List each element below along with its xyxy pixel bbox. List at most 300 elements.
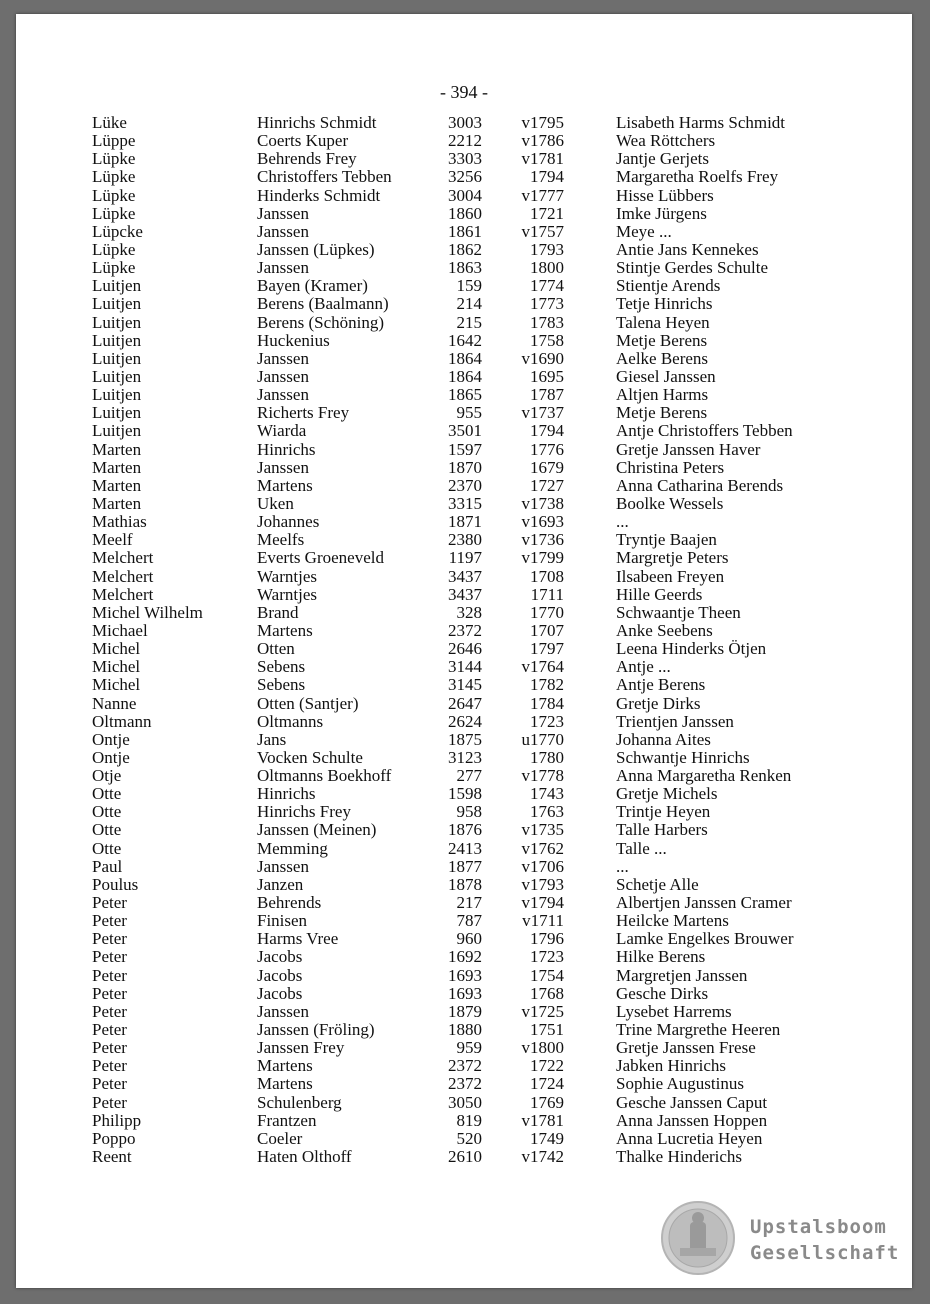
family-name: Janssen — [257, 348, 309, 368]
year: 1763 — [530, 802, 564, 822]
year: v1794 — [521, 893, 564, 913]
given-name: Marten — [92, 475, 142, 495]
family-name: Haten Olthoff — [257, 1147, 352, 1167]
list-item — [16, 840, 912, 858]
year: 1784 — [530, 693, 564, 713]
given-name: Marten — [92, 439, 142, 459]
given-name: Reent — [92, 1147, 132, 1167]
list-item — [16, 1021, 912, 1039]
list-item — [16, 948, 912, 966]
family-name: Janssen — [257, 258, 309, 278]
family-name: Janzen — [257, 874, 304, 894]
record-number: 1597 — [448, 439, 482, 459]
society-logo — [660, 1200, 900, 1278]
spouse-name: Antje ... — [616, 657, 671, 677]
given-name: Peter — [92, 929, 127, 949]
record-number: 1864 — [448, 366, 482, 386]
record-number: 1693 — [448, 965, 482, 985]
list-item — [16, 205, 912, 223]
given-name: Michel Wilhelm — [92, 602, 203, 622]
list-item — [16, 858, 912, 876]
record-number: 1875 — [448, 729, 482, 749]
given-name: Nanne — [92, 693, 137, 713]
given-name: Lüpke — [92, 239, 136, 259]
given-name: Otje — [92, 766, 122, 786]
year: 1722 — [530, 1056, 564, 1076]
family-name: Janssen — [257, 221, 309, 241]
family-name: Christoffers Tebben — [257, 167, 392, 187]
list-item — [16, 513, 912, 531]
list-item — [16, 658, 912, 676]
record-number: 1860 — [448, 203, 482, 223]
spouse-name: Gesche Janssen Caput — [616, 1092, 768, 1112]
family-name: Oltmanns — [257, 711, 324, 731]
record-number: 819 — [456, 1110, 482, 1130]
record-number: 1876 — [448, 820, 482, 840]
given-name: Peter — [92, 1074, 127, 1094]
family-name: Jans — [257, 729, 287, 749]
year: 1679 — [530, 457, 564, 477]
family-name: Coeler — [257, 1128, 303, 1148]
year: 1773 — [530, 294, 564, 314]
family-name: Martens — [257, 1074, 313, 1094]
list-item — [16, 912, 912, 930]
logo-text-line2: Gesellschaft — [750, 1242, 900, 1264]
record-number: 2647 — [448, 693, 482, 713]
given-name: Lüke — [92, 113, 127, 132]
record-number: 1880 — [448, 1020, 482, 1040]
record-number: 215 — [456, 312, 482, 332]
record-number: 3256 — [448, 167, 482, 187]
family-name: Martens — [257, 1056, 313, 1076]
year: v1781 — [521, 1110, 564, 1130]
year: 1776 — [530, 439, 564, 459]
list-item — [16, 1112, 912, 1130]
family-name: Oltmanns Boekhoff — [257, 766, 392, 786]
spouse-name: Schwaantje Theen — [616, 602, 741, 622]
record-number: 3303 — [448, 149, 482, 169]
year: 1793 — [530, 239, 564, 259]
spouse-name: Altjen Harms — [616, 385, 709, 405]
year: v1735 — [521, 820, 564, 840]
list-item — [16, 277, 912, 295]
spouse-name: Thalke Hinderichs — [616, 1147, 743, 1167]
family-name: Martens — [257, 475, 313, 495]
list-item — [16, 586, 912, 604]
year: 1794 — [530, 421, 564, 441]
spouse-name: Ilsabeen Freyen — [616, 566, 725, 586]
family-name: Hinderks Schmidt — [257, 185, 381, 205]
family-name: Janssen — [257, 366, 309, 386]
spouse-name: Anna Lucretia Heyen — [616, 1128, 763, 1148]
given-name: Oltmann — [92, 711, 152, 731]
list-item — [16, 749, 912, 767]
family-name: Richerts Frey — [257, 403, 350, 423]
record-number: 1878 — [448, 874, 482, 894]
record-number: 2370 — [448, 475, 482, 495]
family-name: Harms Vree — [257, 929, 339, 949]
spouse-name: Metje Berens — [616, 330, 708, 350]
given-name: Lüppe — [92, 131, 136, 151]
given-name: Mathias — [92, 512, 147, 532]
year: 1770 — [530, 602, 564, 622]
list-item — [16, 459, 912, 477]
record-number: 960 — [456, 929, 482, 949]
year: v1738 — [521, 493, 564, 513]
spouse-name: Trientjen Janssen — [616, 711, 734, 731]
record-number: 3501 — [448, 421, 482, 441]
spouse-name: Boolke Wessels — [616, 493, 724, 513]
year: v1736 — [521, 530, 564, 550]
document-page — [16, 14, 912, 1288]
record-number: 1864 — [448, 348, 482, 368]
spouse-name: Gretje Michels — [616, 784, 718, 804]
given-name: Melchert — [92, 548, 154, 568]
spouse-name: Lysebet Harrems — [616, 1001, 732, 1021]
family-name: Janssen (Lüpkes) — [257, 239, 375, 259]
year: v1795 — [521, 113, 564, 132]
list-item — [16, 314, 912, 332]
record-number: 2372 — [448, 1074, 482, 1094]
record-number: 3003 — [448, 113, 482, 132]
year: 1797 — [530, 639, 564, 659]
record-number: 1865 — [448, 385, 482, 405]
given-name: Lüpcke — [92, 221, 143, 241]
list-item — [16, 1003, 912, 1021]
spouse-name: Margretje Peters — [616, 548, 729, 568]
year: 1727 — [530, 475, 564, 495]
year: 1754 — [530, 965, 564, 985]
record-number: 3144 — [448, 657, 482, 677]
given-name: Michel — [92, 675, 141, 695]
given-name: Luitjen — [92, 403, 142, 423]
record-number: 2413 — [448, 838, 482, 858]
list-item — [16, 368, 912, 386]
family-name: Warntjes — [257, 584, 317, 604]
family-name: Sebens — [257, 675, 306, 695]
given-name: Luitjen — [92, 276, 142, 296]
spouse-name: Trintje Heyen — [616, 802, 711, 822]
year: v1777 — [521, 185, 564, 205]
list-item — [16, 767, 912, 785]
spouse-name: Jantje Gerjets — [616, 149, 709, 169]
year: v1725 — [521, 1001, 564, 1021]
record-number: 1642 — [448, 330, 482, 350]
genealogy-list — [16, 114, 912, 1166]
spouse-name: Tryntje Baajen — [616, 530, 717, 550]
record-number: 787 — [456, 911, 482, 931]
given-name: Michel — [92, 657, 141, 677]
spouse-name: Trine Margrethe Heeren — [616, 1020, 781, 1040]
family-name: Warntjes — [257, 566, 317, 586]
list-item — [16, 894, 912, 912]
family-name: Johannes — [257, 512, 320, 532]
family-name: Memming — [257, 838, 328, 858]
family-name: Wiarda — [257, 421, 307, 441]
family-name: Brand — [257, 602, 299, 622]
family-name: Huckenius — [257, 330, 330, 350]
family-name: Janssen — [257, 457, 309, 477]
given-name: Peter — [92, 1056, 127, 1076]
spouse-name: Margretjen Janssen — [616, 965, 748, 985]
given-name: Philipp — [92, 1110, 142, 1130]
given-name: Luitjen — [92, 294, 142, 314]
year: v1778 — [521, 766, 564, 786]
given-name: Peter — [92, 1001, 127, 1021]
list-item — [16, 422, 912, 440]
list-item — [16, 350, 912, 368]
year: v1706 — [521, 856, 564, 876]
spouse-name: Stintje Gerdes Schulte — [616, 258, 769, 278]
year: 1800 — [530, 258, 564, 278]
spouse-name: Aelke Berens — [616, 348, 709, 368]
spouse-name: Talena Heyen — [616, 312, 710, 332]
year: v1737 — [521, 403, 564, 423]
spouse-name: Stientje Arends — [616, 276, 721, 296]
family-name: Finisen — [257, 911, 308, 931]
list-item — [16, 622, 912, 640]
year: v1781 — [521, 149, 564, 169]
given-name: Otte — [92, 820, 122, 840]
given-name: Otte — [92, 802, 122, 822]
spouse-name: Jabken Hinrichs — [616, 1056, 727, 1076]
spouse-name: Johanna Aites — [616, 729, 711, 749]
given-name: Luitjen — [92, 348, 142, 368]
spouse-name: Margaretha Roelfs Frey — [616, 167, 779, 187]
record-number: 277 — [456, 766, 482, 786]
year: 1723 — [530, 711, 564, 731]
family-name: Janssen — [257, 856, 309, 876]
record-number: 955 — [456, 403, 482, 423]
given-name: Otte — [92, 784, 122, 804]
list-item — [16, 1057, 912, 1075]
spouse-name: Anna Catharina Berends — [616, 475, 784, 495]
spouse-name: Antje Berens — [616, 675, 706, 695]
family-name: Behrends Frey — [257, 149, 357, 169]
spouse-name: Lisabeth Harms Schmidt — [616, 113, 786, 132]
given-name: Poulus — [92, 874, 139, 894]
year: u1770 — [521, 729, 564, 749]
record-number: 3437 — [448, 566, 482, 586]
family-name: Jacobs — [257, 965, 303, 985]
year: 1743 — [530, 784, 564, 804]
given-name: Poppo — [92, 1128, 136, 1148]
family-name: Hinrichs — [257, 439, 316, 459]
list-item — [16, 695, 912, 713]
spouse-name: Antie Jans Kennekes — [616, 239, 759, 259]
year: 1695 — [530, 366, 564, 386]
record-number: 3050 — [448, 1092, 482, 1112]
spouse-name: Gesche Dirks — [616, 983, 709, 1003]
family-name: Hinrichs — [257, 784, 316, 804]
given-name: Peter — [92, 947, 127, 967]
list-item — [16, 604, 912, 622]
family-name: Janssen — [257, 203, 309, 223]
year: 1794 — [530, 167, 564, 187]
seal-icon — [660, 1200, 736, 1276]
year: v1693 — [521, 512, 564, 532]
record-number: 2212 — [448, 131, 482, 151]
year: v1762 — [521, 838, 564, 858]
record-number: 2380 — [448, 530, 482, 550]
spouse-name: Leena Hinderks Ötjen — [616, 639, 767, 659]
list-item — [16, 404, 912, 422]
record-number: 3004 — [448, 185, 482, 205]
list-item — [16, 441, 912, 459]
list-item — [16, 223, 912, 241]
given-name: Peter — [92, 911, 127, 931]
year: 1711 — [530, 584, 564, 604]
spouse-name: Gretje Janssen Haver — [616, 439, 761, 459]
given-name: Luitjen — [92, 421, 142, 441]
record-number: 3437 — [448, 584, 482, 604]
year: v1757 — [521, 221, 564, 241]
list-item — [16, 985, 912, 1003]
list-item — [16, 967, 912, 985]
family-name: Janssen (Fröling) — [257, 1020, 375, 1040]
year: 1768 — [530, 983, 564, 1003]
record-number: 1870 — [448, 457, 482, 477]
list-item — [16, 295, 912, 313]
list-item — [16, 876, 912, 894]
given-name: Luitjen — [92, 366, 142, 386]
list-item — [16, 241, 912, 259]
record-number: 959 — [456, 1038, 482, 1058]
year: 1796 — [530, 929, 564, 949]
record-number: 1871 — [448, 512, 482, 532]
given-name: Melchert — [92, 584, 154, 604]
record-number: 1862 — [448, 239, 482, 259]
record-number: 217 — [456, 893, 482, 913]
family-name: Janssen Frey — [257, 1038, 345, 1058]
list-item — [16, 568, 912, 586]
record-number: 159 — [456, 276, 482, 296]
given-name: Lüpke — [92, 185, 136, 205]
family-name: Janssen — [257, 1001, 309, 1021]
record-number: 3145 — [448, 675, 482, 695]
record-number: 214 — [456, 294, 482, 314]
given-name: Melchert — [92, 566, 154, 586]
year: 1783 — [530, 312, 564, 332]
list-item — [16, 531, 912, 549]
record-number: 3123 — [448, 747, 482, 767]
given-name: Lüpke — [92, 167, 136, 187]
year: 1721 — [530, 203, 564, 223]
family-name: Bayen (Kramer) — [257, 276, 368, 296]
list-item — [16, 821, 912, 839]
list-item — [16, 731, 912, 749]
spouse-name: Albertjen Janssen Cramer — [616, 893, 792, 913]
record-number: 1879 — [448, 1001, 482, 1021]
record-number: 2624 — [448, 711, 482, 731]
year: v1764 — [521, 657, 564, 677]
list-item — [16, 803, 912, 821]
record-number: 2610 — [448, 1147, 482, 1167]
given-name: Peter — [92, 1020, 127, 1040]
given-name: Peter — [92, 983, 127, 1003]
spouse-name: Gretje Janssen Frese — [616, 1038, 756, 1058]
given-name: Otte — [92, 838, 122, 858]
spouse-name: Meye ... — [616, 221, 672, 241]
record-number: 1693 — [448, 983, 482, 1003]
list-item — [16, 332, 912, 350]
given-name: Marten — [92, 457, 142, 477]
record-number: 1197 — [448, 548, 482, 568]
year: 1707 — [530, 620, 564, 640]
year: 1787 — [530, 385, 564, 405]
year: v1742 — [521, 1147, 564, 1167]
family-name: Berens (Schöning) — [257, 312, 385, 332]
given-name: Luitjen — [92, 385, 142, 405]
year: v1799 — [521, 548, 564, 568]
year: v1690 — [521, 348, 564, 368]
spouse-name: Antje Christoffers Tebben — [616, 421, 793, 441]
family-name: Otten — [257, 639, 295, 659]
spouse-name: Wea Röttchers — [616, 131, 716, 151]
list-item — [16, 259, 912, 277]
given-name: Luitjen — [92, 330, 142, 350]
record-number: 1692 — [448, 947, 482, 967]
family-name: Frantzen — [257, 1110, 317, 1130]
family-name: Sebens — [257, 657, 306, 677]
family-name: Martens — [257, 620, 313, 640]
given-name: Lüpke — [92, 149, 136, 169]
year: 1774 — [530, 276, 564, 296]
spouse-name: Sophie Augustinus — [616, 1074, 744, 1094]
given-name: Michel — [92, 639, 141, 659]
list-item — [16, 1130, 912, 1148]
family-name: Janssen (Meinen) — [257, 820, 377, 840]
year: 1724 — [530, 1074, 564, 1094]
given-name: Peter — [92, 1092, 127, 1112]
spouse-name: Tetje Hinrichs — [616, 294, 713, 314]
family-name: Coerts Kuper — [257, 131, 349, 151]
given-name: Luitjen — [92, 312, 142, 332]
list-item — [16, 168, 912, 186]
list-item — [16, 676, 912, 694]
spouse-name: Hille Geerds — [616, 584, 703, 604]
spouse-name: ... — [616, 512, 629, 532]
record-number: 1877 — [448, 856, 482, 876]
family-name: Uken — [257, 493, 294, 513]
given-name: Paul — [92, 856, 123, 876]
year: v1793 — [521, 874, 564, 894]
year: v1800 — [521, 1038, 564, 1058]
spouse-name: Imke Jürgens — [616, 203, 707, 223]
spouse-name: Hisse Lübbers — [616, 185, 714, 205]
list-item — [16, 477, 912, 495]
list-item — [16, 150, 912, 168]
record-number: 2372 — [448, 620, 482, 640]
family-name: Vocken Schulte — [257, 747, 363, 767]
family-name: Hinrichs Frey — [257, 802, 351, 822]
family-name: Behrends — [257, 893, 322, 913]
family-name: Hinrichs Schmidt — [257, 113, 377, 132]
given-name: Ontje — [92, 747, 130, 767]
year: 1780 — [530, 747, 564, 767]
spouse-name: Anna Margaretha Renken — [616, 766, 792, 786]
list-item — [16, 1094, 912, 1112]
given-name: Lüpke — [92, 203, 136, 223]
given-name: Peter — [92, 1038, 127, 1058]
given-name: Peter — [92, 965, 127, 985]
spouse-name: Talle ... — [616, 838, 667, 858]
year: 1708 — [530, 566, 564, 586]
list-item — [16, 785, 912, 803]
list-item — [16, 495, 912, 513]
spouse-name: Hilke Berens — [616, 947, 706, 967]
spouse-name: Schwantje Hinrichs — [616, 747, 750, 767]
